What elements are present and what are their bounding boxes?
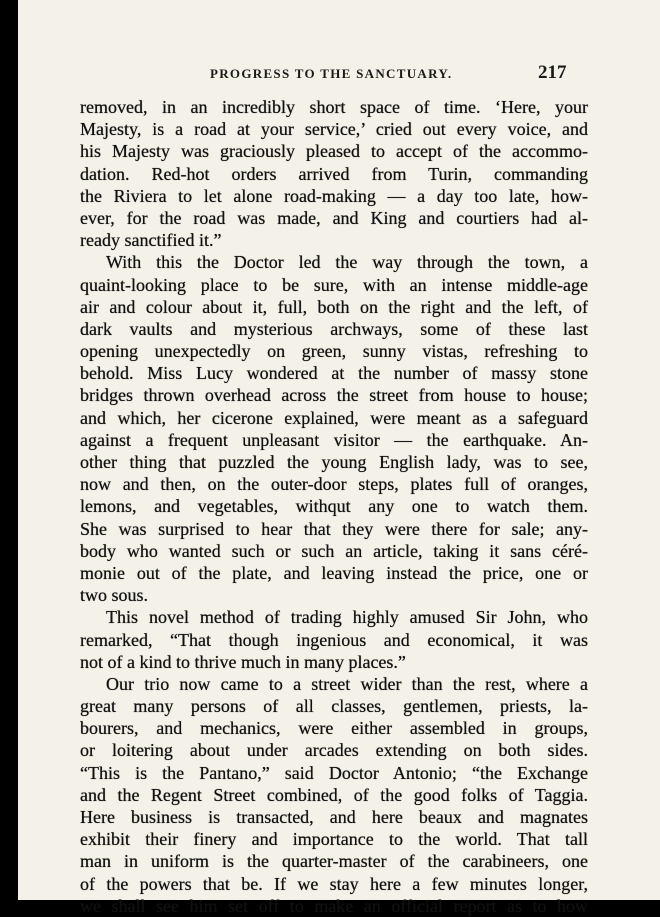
- text-line: now and then, on the outer-door steps, plates full of oranges,: [80, 474, 588, 495]
- text-line: and the Regent Street combined, of the good folks of Taggia.: [80, 784, 588, 805]
- text-line: great many persons of all classes, gentlemen, priests, la-: [80, 696, 588, 717]
- text-line: man in uniform is the quarter-master of the carabineers, one: [80, 851, 588, 872]
- text-line: of the powers that be. If we stay here a few minutes longer,: [80, 873, 588, 894]
- text-line: behold. Miss Lucy wondered at the number of massy stone: [80, 363, 588, 384]
- text-line: quaint-looking place to be sure, with an intense middle-age: [80, 274, 588, 295]
- running-head-title: PROGRESS TO THE SANCTUARY.: [210, 66, 453, 81]
- body-text: [80, 96, 588, 917]
- text-line: exhibit their finery and importance to the world. That tall: [80, 829, 588, 850]
- book-page: [18, 0, 660, 916]
- text-line: bourers, and mechanics, were either assembled in groups,: [80, 718, 588, 739]
- text-line: other thing that puzzled the young English lady, was to see,: [80, 452, 588, 472]
- text-line: dark vaults and mysterious archways, some of these last: [80, 318, 588, 339]
- text-line: lemons, and vegetables, withqut any one to watch them.: [80, 496, 588, 517]
- text-line: This novel method of trading highly amused Sir John, who: [106, 607, 588, 628]
- text-line: opening unexpectedly on green, sunny vistas, refreshing to: [80, 341, 588, 362]
- text-line: remarked, “That though ingenious and economical, it was: [80, 629, 588, 650]
- text-line: against a frequent unpleasant visitor — the earthquake. An-: [80, 429, 588, 450]
- text-line: Majesty, is a road at your service,’ cried out every voice, and: [80, 119, 588, 140]
- text-line: Our trio now came to a street wider than the rest, where a: [106, 673, 588, 694]
- text-line: the Riviera to let alone road-making — a day too late, how-: [80, 185, 588, 206]
- running-head: [88, 64, 588, 88]
- text-line: two sous.: [80, 585, 149, 606]
- text-line: “This is the Pantano,” said Doctor Antonio; “the Exchange: [80, 762, 588, 783]
- text-line: Here business is transacted, and here beaux and magnates: [80, 807, 588, 827]
- text-line: monie out of the plate, and leaving instead the price, one or: [80, 562, 588, 583]
- text-line: not of a kind to thrive much in many places.”: [80, 651, 406, 672]
- text-line: removed, in an incredibly short space of time. ‘Here, your: [80, 97, 588, 117]
- text-line: we shall see him set off to make an official report as to how: [80, 895, 588, 916]
- text-line: She was surprised to hear that they were there for sale; any-: [80, 518, 588, 539]
- text-line: ready sanctified it.”: [80, 230, 222, 251]
- text-line: ever, for the road was made, and King and courtiers had al-: [80, 207, 588, 228]
- text-line: body who wanted such or such an article, taking it sans céré-: [80, 540, 588, 561]
- text-line: or loitering about under arcades extending on both sides.: [80, 740, 588, 761]
- page-number: 217: [538, 62, 567, 83]
- text-line: and which, her cicerone explained, were meant as a safeguard: [80, 407, 588, 428]
- text-line: dation. Red-hot orders arrived from Turin, commanding: [80, 163, 588, 184]
- text-line: air and colour about it, full, both on the right and the left, of: [80, 296, 588, 317]
- text-line: his Majesty was graciously pleased to accept of the accommo-: [80, 141, 588, 162]
- text-line: bridges thrown overhead across the street from house to house;: [80, 385, 588, 406]
- text-line: With this the Doctor led the way through the town, a: [106, 252, 588, 273]
